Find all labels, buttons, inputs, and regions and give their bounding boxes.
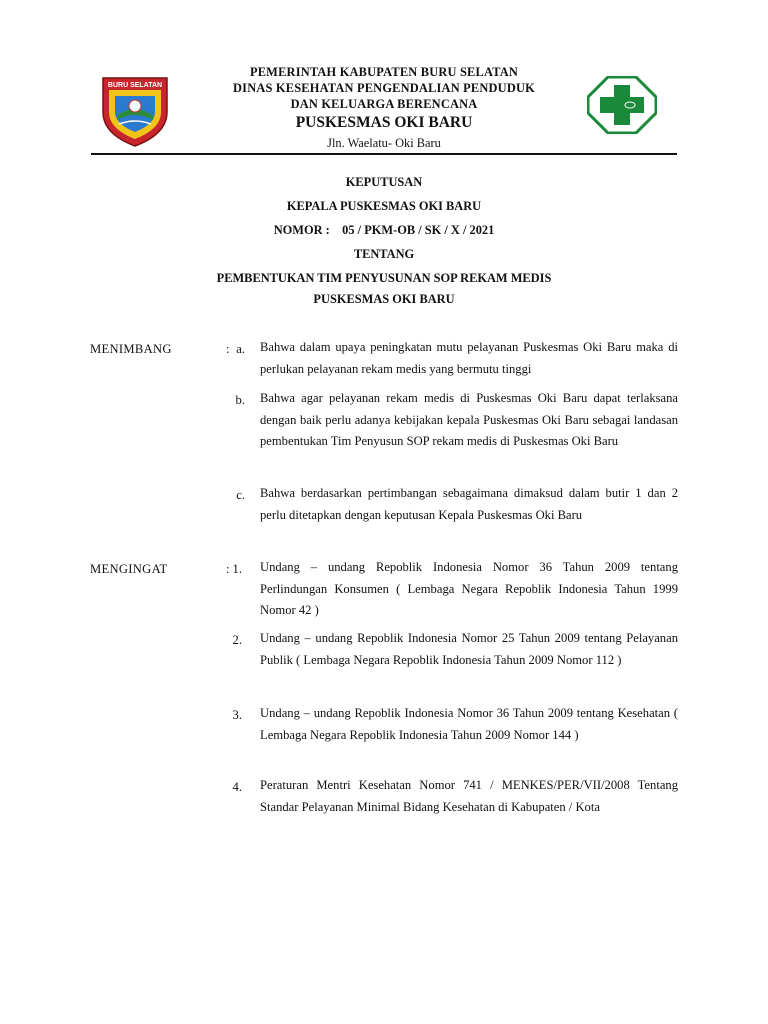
menimbang-colon: : <box>226 342 230 356</box>
mengingat-colon: : <box>226 562 230 576</box>
mengingat-item-1: Undang – undang Repoblik Indonesia Nomor 36 Tahun 2009 tentang Perlindungan Konsumen ( Lembaga Negara Repoblik Indonesia Tahun 1999 Nomor 42 ) <box>260 560 678 617</box>
decree-about: TENTANG <box>353 247 415 261</box>
mengingat-label: MENGINGAT <box>90 562 168 576</box>
letterhead-line-1: PEMERINTAH KABUPATEN BURU SELATAN <box>249 65 519 79</box>
decree-title: KEPUTUSAN <box>345 175 423 189</box>
regency-crest-icon <box>99 72 171 148</box>
mengingat-item-2: Undang – undang Repoblik Indonesia Nomor 25 Tahun 2009 tentang Pelayanan Publik ( Lembaga Negara Repoblik Indonesia Tahun 2009 Nomor 112 ) <box>260 631 678 667</box>
mengingat-marker-4: 4. <box>232 780 242 794</box>
menimbang-item-c: Bahwa berdasarkan pertimbangan sebagaimana dimaksud dalam butir 1 dan 2 perlu ditetapkan dengan keputusan Kepala Puskesmas Oki Baru <box>260 486 678 522</box>
menimbang-marker-b: b. <box>235 393 245 407</box>
organization-address: Jln. Waelatu- Oki Baru <box>327 136 441 150</box>
menimbang-item-b: Bahwa agar pelayanan rekam medis di Puskesmas Oki Baru dapat terlaksana dengan baik perlu adanya kebijakan kepala Puskesmas Oki Baru sebagai landasan pembentukan Tim Penyusun SOP rekam medis di Puskesmas Oki Baru <box>260 391 678 448</box>
crest-banner-text: BURU SELATAN <box>107 82 163 89</box>
menimbang-marker-c: c. <box>236 488 245 502</box>
decree-subject-org: PUSKESMAS OKI BARU <box>313 292 455 306</box>
menimbang-label: MENIMBANG <box>90 342 172 356</box>
mengingat-item-4: Peraturan Mentri Kesehatan Nomor 741 / MENKES/PER/VII/2008 Tentang Standar Pelayanan Minimal Bidang Kesehatan di Kabupaten / Kota <box>260 778 678 814</box>
letterhead-line-3: DAN KELUARGA BERENCANA <box>290 97 478 111</box>
letterhead-divider <box>91 153 677 155</box>
mengingat-marker-1: 1. <box>232 562 242 576</box>
letterhead-line-2: DINAS KESEHATAN PENGENDALIAN PENDUDUK <box>233 81 535 95</box>
mengingat-marker-2: 2. <box>232 633 242 647</box>
organization-name: PUSKESMAS OKI BARU <box>295 114 473 131</box>
letterhead <box>180 66 588 152</box>
mengingat-marker-3: 3. <box>232 708 242 722</box>
decree-number: NOMOR : 05 / PKM-OB / SK / X / 2021 <box>273 223 495 237</box>
menimbang-item-a: Bahwa dalam upaya peningkatan mutu pelayanan Puskesmas Oki Baru maka di perlukan pelayanan rekam medis yang bermutu tinggi <box>260 340 678 376</box>
decree-subject: PEMBENTUKAN TIM PENYUSUNAN SOP REKAM MEDIS <box>216 271 552 285</box>
health-cross-icon <box>587 76 657 134</box>
menimbang-marker-a: a. <box>236 342 245 356</box>
decree-issuer: KEPALA PUSKESMAS OKI BARU <box>286 199 482 213</box>
mengingat-item-3: Undang – undang Repoblik Indonesia Nomor 36 Tahun 2009 tentang Kesehatan ( Lembaga Negara Repoblik Indonesia Tahun 2009 Nomor 144 ) <box>260 706 678 742</box>
